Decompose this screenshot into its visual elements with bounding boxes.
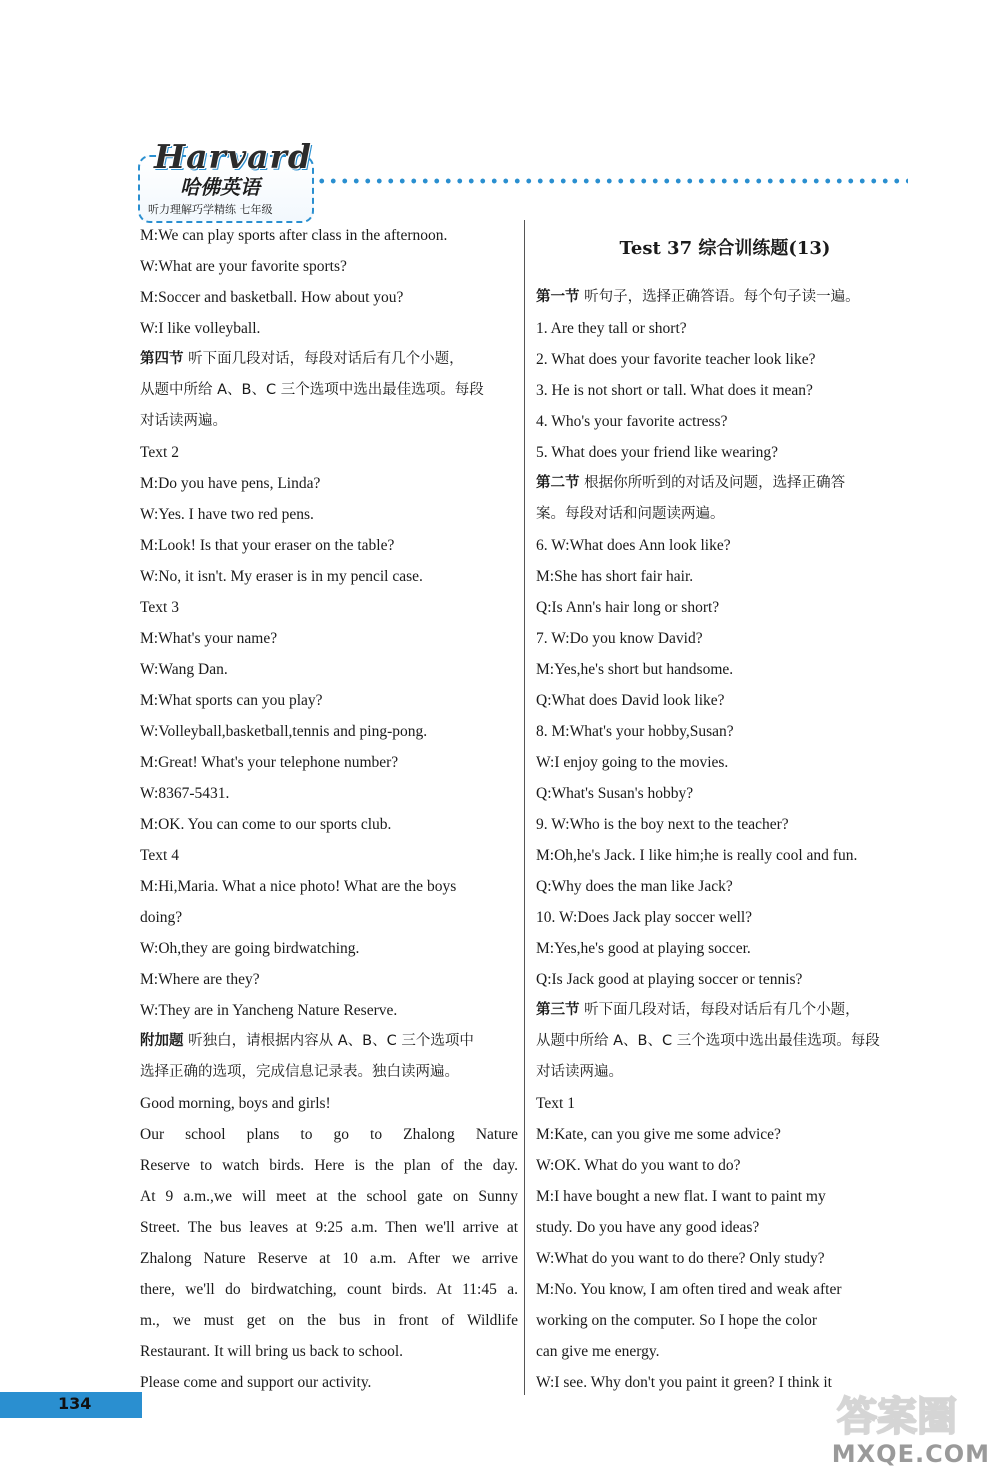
watermark-chinese: 答案圈 [837, 1394, 957, 1440]
text-line: M:Look! Is that your eraser on the table? [140, 537, 395, 554]
text-line: Q:Is Jack good at playing soccer or tennis? [536, 971, 803, 988]
text-line: M:Where are they? [140, 971, 260, 988]
section-label: 第三节 [536, 1002, 580, 1018]
text-line: study. Do you have any good ideas? [536, 1219, 760, 1236]
dotted-rule [316, 178, 908, 184]
text-line: m., we must get on the bus in front of Wildlife [140, 1312, 518, 1329]
text-line: W:I see. Why don't you paint it green? I think it [536, 1374, 832, 1391]
text-line [536, 282, 914, 313]
text-line: 10. W:Does Jack play soccer well? [536, 909, 753, 926]
text-line: W:8367-5431. [140, 785, 230, 802]
text-line: 6. W:What does Ann look like? [536, 537, 731, 554]
text-line: At 9 a.m.,we will meet at the school gate on Sunny [140, 1188, 518, 1205]
text-line: W:No, it isn't. My eraser is in my pencil case. [140, 568, 423, 585]
text-line: 从题中所给 A、B、C 三个选项中选出最佳选项。每段 [536, 1033, 880, 1049]
page-header [138, 138, 908, 223]
text-line: 选择正确的选项，完成信息记录表。独白读两遍。 [140, 1064, 459, 1080]
text-line: W:Volleyball,basketball,tennis and ping-pong. [140, 723, 428, 740]
section-label: 第一节 [536, 289, 580, 305]
text-line: Q:What's Susan's hobby? [536, 785, 694, 802]
page-number: 134 [58, 1394, 92, 1413]
text-line: 7. W:Do you know David? [536, 630, 703, 647]
text-line: M:What's your name? [140, 630, 278, 647]
text-line: Q:What does David look like? [536, 692, 725, 709]
text-line: M:Yes,he's short but handsome. [536, 661, 734, 678]
text-line: 3. He is not short or tall. What does it mean? [536, 382, 813, 399]
test-title: Test 37 综合训练题(13) [619, 238, 831, 259]
logo-subtitle: 听力理解巧学精练 七年级 [148, 203, 273, 216]
text-line: W:I like volleyball. [140, 320, 261, 337]
text-line: M:I have bought a new flat. I want to paint my [536, 1188, 826, 1205]
text-line: 对话读两遍。 [140, 413, 227, 429]
text-line: Our school plans to go to Zhalong Nature [140, 1126, 518, 1143]
text-line: M:Kate, can you give me some advice? [536, 1126, 781, 1143]
section-label: 附加题 [140, 1033, 184, 1049]
text-line [536, 995, 914, 1026]
text-line: W:I enjoy going to the movies. [536, 754, 729, 771]
logo-wordmark: Harvard [154, 137, 312, 176]
text-line: Q:Why does the man like Jack? [536, 878, 733, 895]
text-line: M:Great! What's your telephone number? [140, 754, 399, 771]
text-line: Good morning, boys and girls! [140, 1095, 331, 1112]
logo-chinese-title: 哈佛英语 [180, 175, 260, 199]
text-line: Please come and support our activity. [140, 1374, 372, 1391]
text-line: M:We can play sports after class in the afternoon. [140, 227, 448, 244]
section-instruction: 听下面几段对话，每段对话后有几个小题， [183, 351, 464, 367]
watermark-url: MXQE.COM [831, 1440, 990, 1468]
text-line: 1. Are they tall or short? [536, 320, 687, 337]
text-line: M:Oh,he's Jack. I like him;he is really cool and fun. [536, 847, 858, 864]
text-line: doing? [140, 909, 183, 926]
text-line: Text 2 [140, 444, 179, 461]
text-line: W:Wang Dan. [140, 661, 228, 678]
text-line: M:Yes,he's good at playing soccer. [536, 940, 751, 957]
text-line [140, 344, 518, 375]
text-line: M:Do you have pens, Linda? [140, 475, 321, 492]
section-instruction: 听下面几段对话，每段对话后有几个小题， [579, 1002, 860, 1018]
column-divider [524, 220, 525, 1395]
section-instruction: 根据你所听到的对话及问题，选择正确答 [579, 475, 846, 491]
text-line: M:What sports can you play? [140, 692, 323, 709]
text-line: Restaurant. It will bring us back to school. [140, 1343, 404, 1360]
text-line: working on the computer. So I hope the color [536, 1312, 818, 1329]
text-line: Text 1 [536, 1095, 575, 1112]
text-line [536, 468, 914, 499]
section-instruction: 听独白，请根据内容从 A、B、C 三个选项中 [183, 1033, 474, 1049]
text-line: 从题中所给 A、B、C 三个选项中选出最佳选项。每段 [140, 382, 484, 398]
text-line: Text 3 [140, 599, 179, 616]
text-line: Zhalong Nature Reserve at 10 a.m. After we arrive [140, 1250, 518, 1267]
section-instruction: 听句子，选择正确答语。每个句子读一遍。 [579, 289, 860, 305]
text-line: M:Soccer and basketball. How about you? [140, 289, 404, 306]
text-line: Q:Is Ann's hair long or short? [536, 599, 720, 616]
text-line: 8. M:What's your hobby,Susan? [536, 723, 734, 740]
text-line: W:What are your favorite sports? [140, 258, 347, 275]
text-line: W:OK. What do you want to do? [536, 1157, 741, 1174]
section-label: 第四节 [140, 351, 184, 367]
text-line: 9. W:Who is the boy next to the teacher? [536, 816, 789, 833]
text-line: Street. The bus leaves at 9:25 a.m. Then we'll arrive at [140, 1219, 518, 1236]
text-line: M:Hi,Maria. What a nice photo! What are the boys [140, 878, 457, 895]
text-line: 2. What does your favorite teacher look like? [536, 351, 816, 368]
text-line: 5. What does your friend like wearing? [536, 444, 779, 461]
text-line: can give me energy. [536, 1343, 660, 1360]
text-line: W:Yes. I have two red pens. [140, 506, 314, 523]
text-line: 对话读两遍。 [536, 1064, 623, 1080]
text-line: 案。每段对话和问题读两遍。 [536, 506, 725, 522]
text-line: W:They are in Yancheng Nature Reserve. [140, 1002, 398, 1019]
text-line: there, we'll do birdwatching, count birds. At 11:45 a. [140, 1281, 518, 1298]
page-number-tab [0, 1392, 142, 1418]
text-line: 4. Who's your favorite actress? [536, 413, 728, 430]
text-line: W:What do you want to do there? Only study? [536, 1250, 825, 1267]
section-label: 第二节 [536, 475, 580, 491]
text-line: W:Oh,they are going birdwatching. [140, 940, 360, 957]
text-line: M:She has short fair hair. [536, 568, 694, 585]
text-line: M:No. You know, I am often tired and weak after [536, 1281, 842, 1298]
harvard-logo [138, 137, 314, 223]
text-line [140, 1026, 518, 1057]
text-line: M:OK. You can come to our sports club. [140, 816, 392, 833]
text-line: Text 4 [140, 847, 179, 864]
text-line: Reserve to watch birds. Here is the plan of the day. [140, 1157, 518, 1174]
